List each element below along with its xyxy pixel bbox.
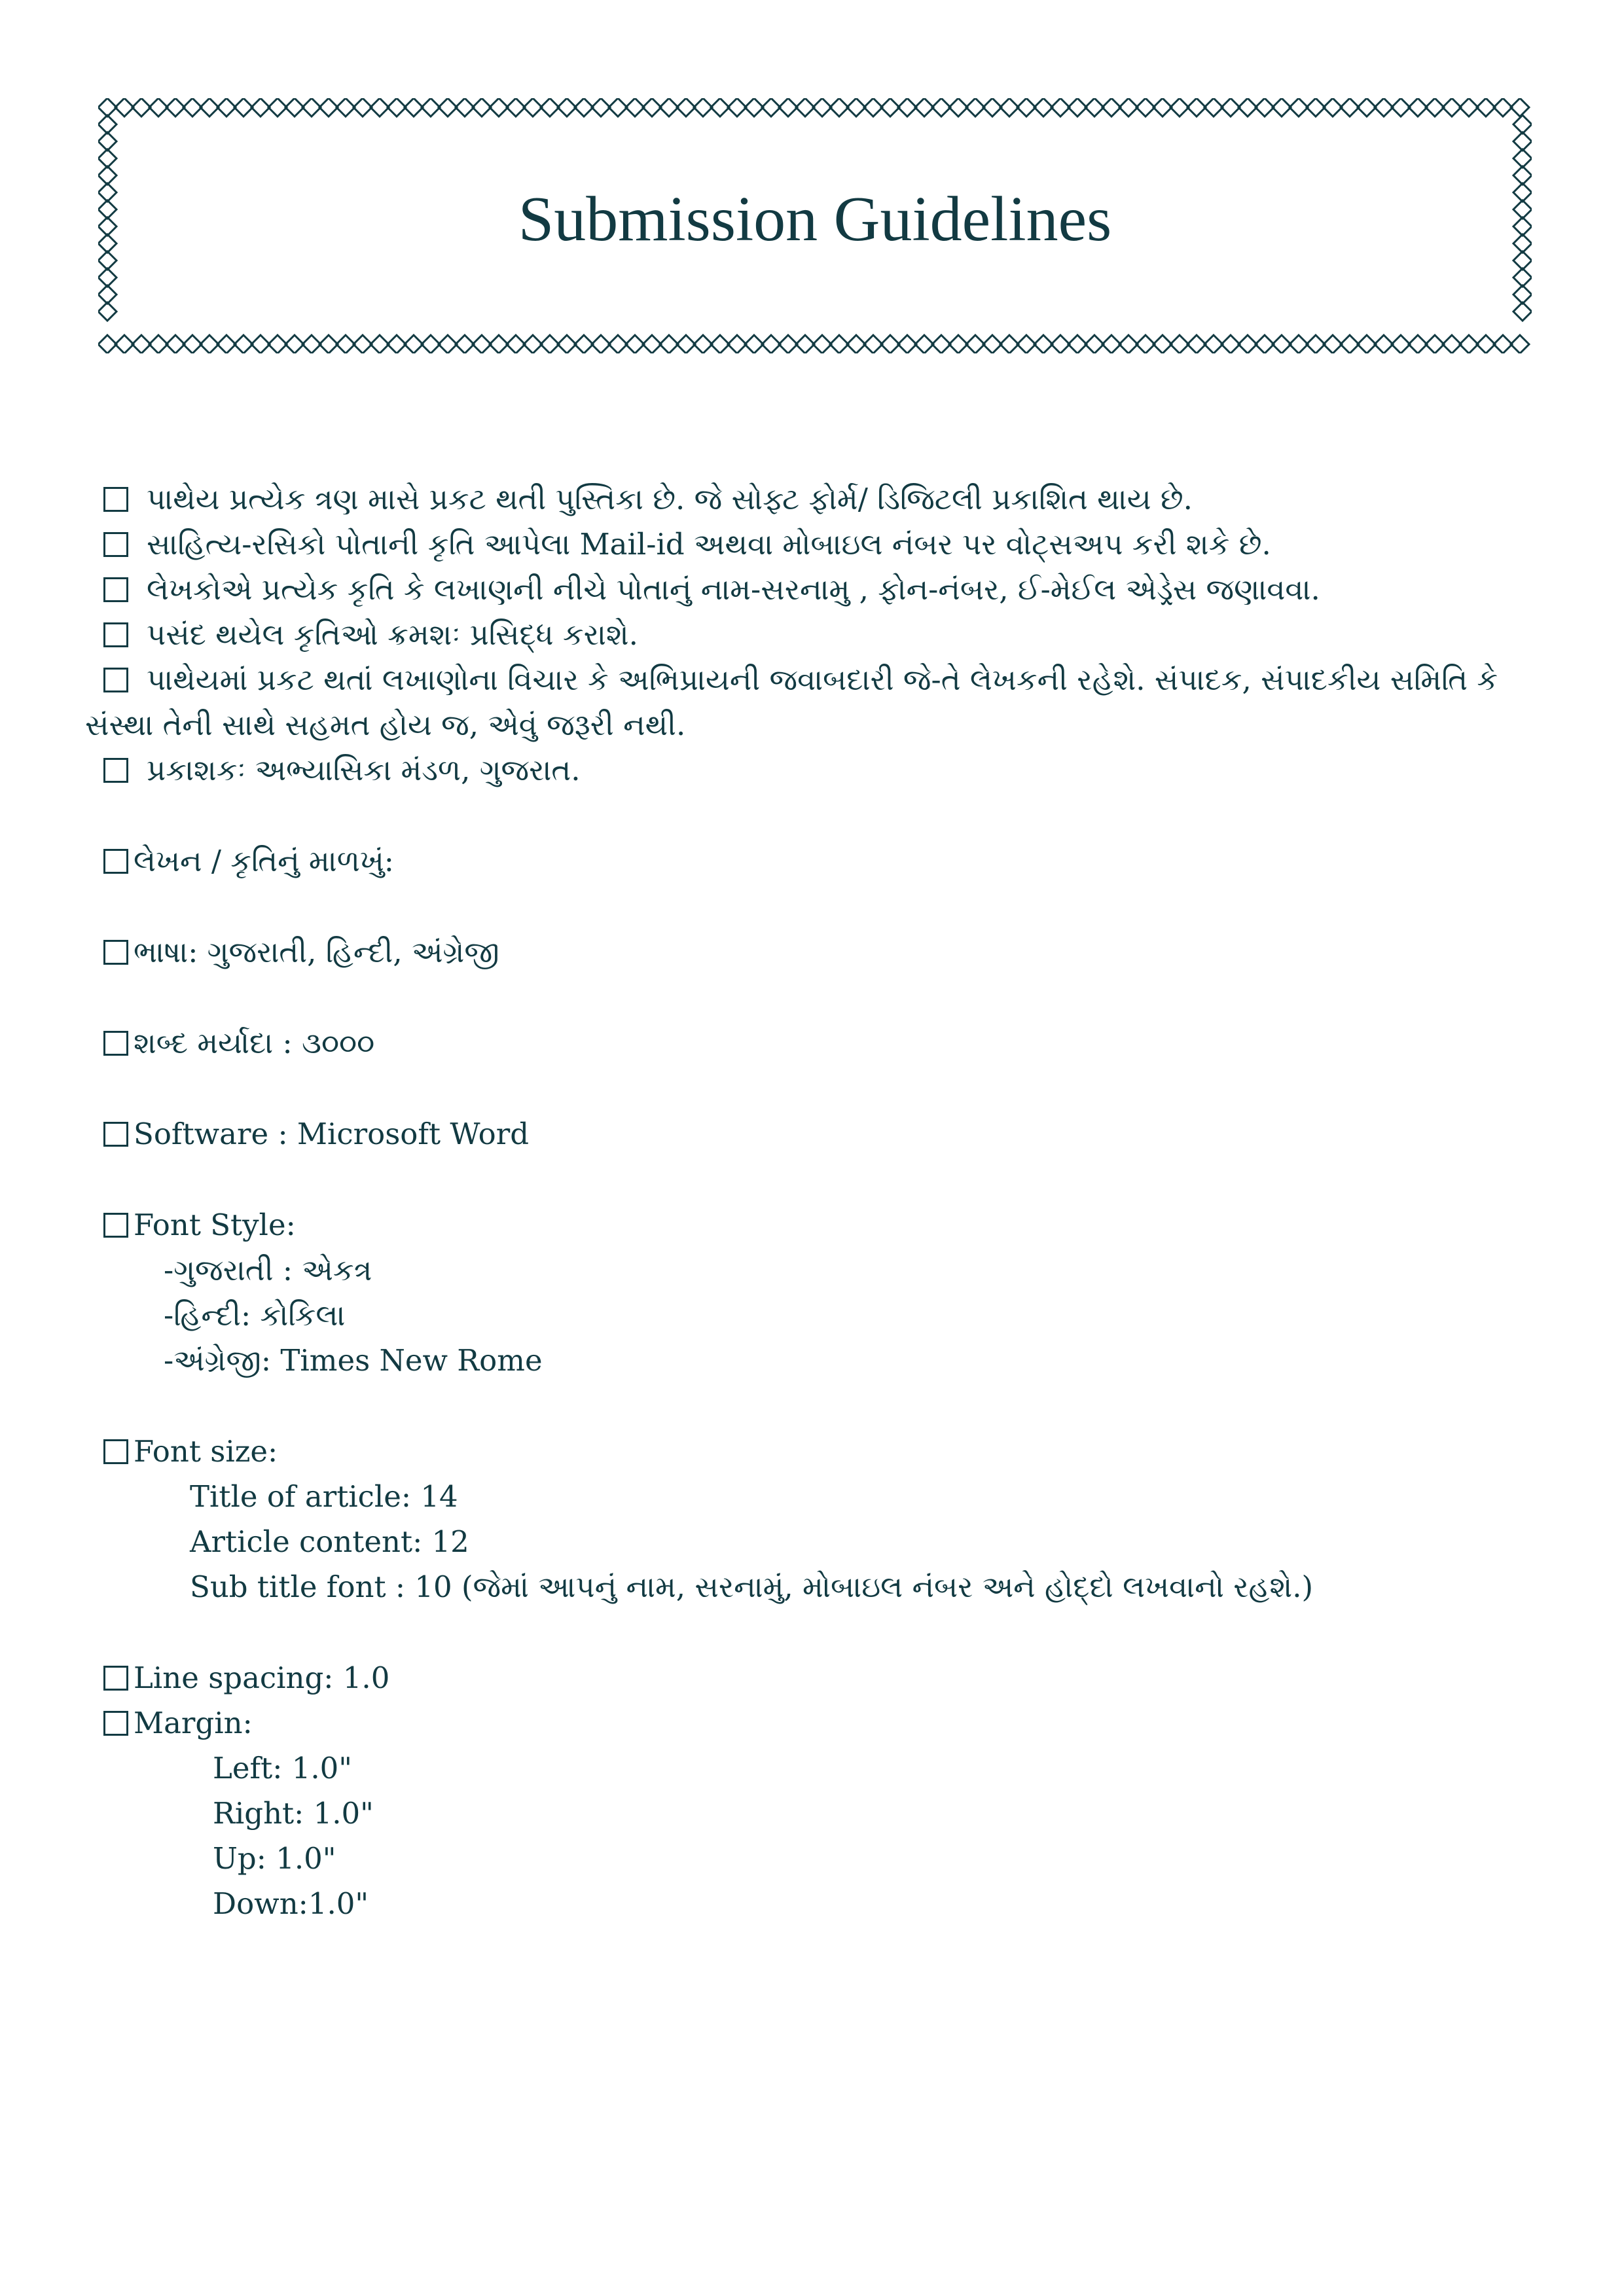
guideline-text: પાથેય પ્રત્યેક ત્રણ માસે પ્રકટ થતી પુસ્તિકા છે. જે સોફ્ટ ફોર્મ/ ડિજિટલી પ્રકાશિત થાય છે. — [147, 482, 1193, 516]
font-style-item: -હિન્દી: કોકિલા — [164, 1298, 346, 1333]
font-style-item: -ગુજરાતી : એકત્ર — [164, 1253, 372, 1287]
checkbox-icon — [103, 577, 128, 602]
margin-item: Up: 1.0" — [213, 1841, 336, 1876]
guideline-text: લેખકોએ પ્રત્યેક કૃતિ કે લખાણની નીચે પોતાનું નામ-સરનામુ , ફોન-નંબર, ઈ-મેઈલ એડ્રેસ જણાવવા. — [147, 572, 1320, 607]
checkbox-icon — [103, 622, 128, 647]
guideline-item — [103, 660, 1498, 700]
checkbox-icon — [103, 487, 128, 512]
guideline-item — [103, 750, 581, 791]
software-line: Software : Microsoft Word — [103, 1114, 529, 1155]
guideline-item — [103, 479, 1193, 520]
font-style-label: Font Style: — [103, 1205, 296, 1246]
guideline-item — [103, 524, 1271, 565]
margin-item: Right: 1.0" — [213, 1796, 374, 1831]
checkbox-icon — [103, 1439, 128, 1464]
margin-item: Down:1.0" — [213, 1886, 369, 1921]
font-size-item: Article content: 12 — [190, 1524, 469, 1559]
guideline-text: સાહિત્ય-રસિકો પોતાની કૃતિ આપેલા Mail-id અથવા મોબાઇલ નંબર પર વોટ્સઅપ કરી શકે છે. — [147, 527, 1271, 562]
word-limit-line: શબ્દ મર્યાદા : ૩૦૦૦ — [103, 1023, 374, 1064]
guideline-text: પાથેયમાં પ્રકટ થતાં લખાણોના વિચાર કે અભિપ્રાયની જવાબદારી જે-તે લેખકની રહેશે. સંપાદક, સંપાદકીય સમિતિ કે — [147, 662, 1498, 697]
checkbox-icon — [103, 940, 128, 965]
font-size-item: Title of article: 14 — [190, 1479, 458, 1514]
language-line: ભાષા: ગુજરાતી, હિન્દી, અંગ્રેજી — [103, 932, 499, 973]
margin-label: Margin: — [103, 1703, 253, 1744]
format-heading: લેખન / કૃતિનું માળખું: — [103, 841, 394, 882]
checkbox-icon — [103, 758, 128, 783]
checkbox-icon — [103, 1666, 128, 1691]
guideline-text: પ્રકાશકઃ અભ્યાસિકા મંડળ, ગુજરાત. — [147, 753, 581, 787]
guideline-item — [103, 615, 638, 655]
checkbox-icon — [103, 1122, 128, 1147]
checkbox-icon — [103, 1711, 128, 1736]
checkbox-icon — [103, 1031, 128, 1056]
checkbox-icon — [103, 849, 128, 874]
guideline-item — [103, 569, 1320, 610]
margin-item: Left: 1.0" — [213, 1751, 352, 1785]
line-spacing-line: Line spacing: 1.0 — [103, 1658, 389, 1698]
font-size-item: Sub title font : 10 (જેમાં આપનું નામ, સરનામું, મોબાઇલ નંબર અને હોદ્દો લખવાનો રહશે.) — [190, 1570, 1314, 1604]
font-size-label: Font size: — [103, 1431, 278, 1472]
checkbox-icon — [103, 1213, 128, 1238]
guideline-continuation: સંસ્થા તેની સાથે સહમત હોય જ, એવું જરૂરી નથી. — [85, 708, 686, 742]
guideline-text: પસંદ થયેલ કૃતિઓ ક્રમશઃ પ્રસિદ્ધ કરાશે. — [147, 617, 638, 652]
font-style-item: -અંગ્રેજી: Times New Rome — [164, 1343, 543, 1378]
page-title: Submission Guidelines — [518, 184, 1112, 255]
checkbox-icon — [103, 532, 128, 557]
checkbox-icon — [103, 668, 128, 692]
